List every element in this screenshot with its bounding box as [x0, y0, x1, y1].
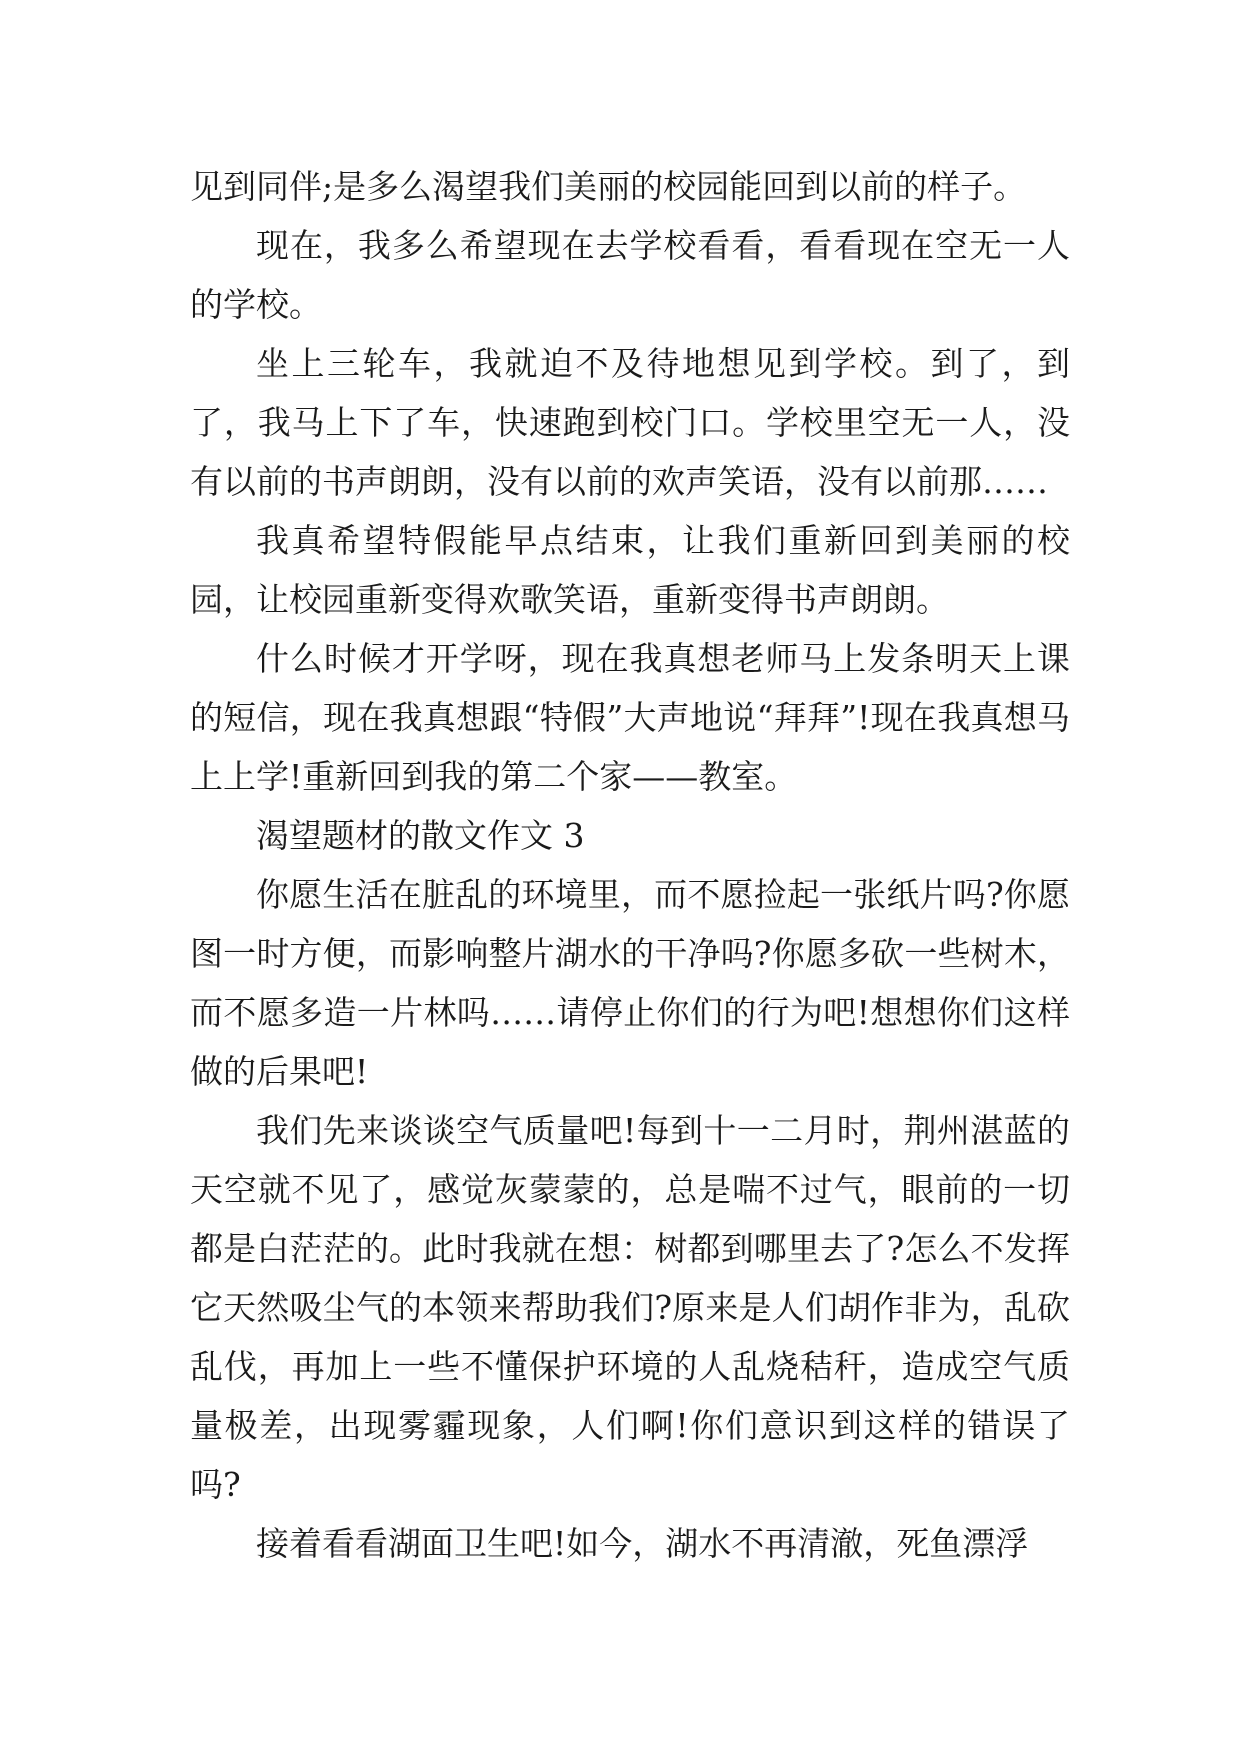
- paragraph: 你愿生活在脏乱的环境里，而不愿捡起一张纸片吗?你愿图一时方便，而影响整片湖水的干净吗?你愿多砍一些树木，而不愿多造一片林吗……请停止你们的行为吧!想想你们这样做的后果吧!: [190, 875, 1070, 1091]
- paragraph: 现在，我多么希望现在去学校看看，看看现在空无一人的学校。: [190, 226, 1070, 324]
- paragraph: 我真希望特假能早点结束，让我们重新回到美丽的校园，让校园重新变得欢歌笑语，重新变得书声朗朗。: [190, 521, 1070, 619]
- paragraph: 坐上三轮车，我就迫不及待地想见到学校。到了，到了，我马上下了车，快速跑到校门口。学校里空无一人，没有以前的书声朗朗，没有以前的欢声笑语，没有以前那……: [190, 344, 1070, 501]
- paragraph: 接着看看湖面卫生吧!如今，湖水不再清澈，死鱼漂浮: [256, 1524, 1029, 1563]
- body-text: [190, 157, 1070, 1573]
- paragraph: 见到同伴;是多么渴望我们美丽的校园能回到以前的样子。: [190, 167, 1027, 206]
- section-heading: 渴望题材的散文作文 3: [256, 816, 585, 855]
- paragraph: 我们先来谈谈空气质量吧!每到十一二月时，荆州湛蓝的天空就不见了，感觉灰蒙蒙的，总是喘不过气，眼前的一切都是白茫茫的。此时我就在想：树都到哪里去了?怎么不发挥它天然吸尘气的本领来帮助我们?原来是人们胡作非为，乱砍乱伐，再加上一些不懂保护环境的人乱烧秸秆，造成空气质量极差，出现雾霾现象，人们啊!你们意识到这样的错误了吗?: [190, 1111, 1070, 1504]
- paragraph: 什么时候才开学呀，现在我真想老师马上发条明天上课的短信，现在我真想跟“特假”大声地说“拜拜”!现在我真想马上上学!重新回到我的第二个家——教室。: [190, 639, 1070, 796]
